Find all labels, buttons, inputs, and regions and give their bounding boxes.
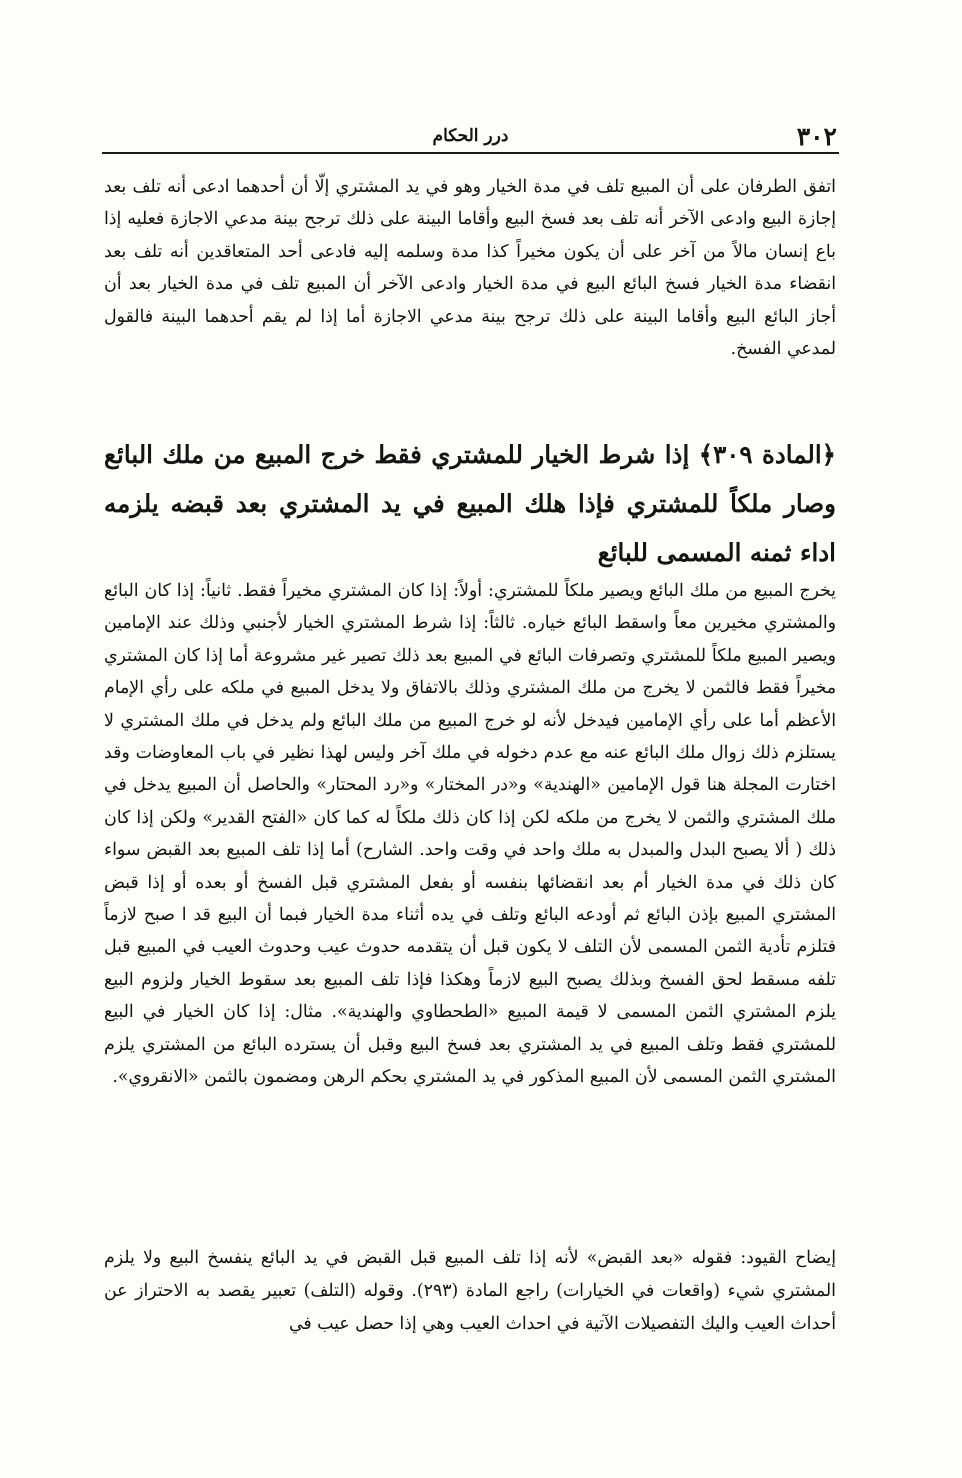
paragraph-commentary: يخرج المبيع من ملك البائع ويصير ملكاً للمشتري: أولاً: إذا كان المشتري مخيراً فقط. ثانياً: إذا كان البائع والمشتري مخيرين معاً واسقط البائع خياره. ثالثاً: إذا شرط المشتري الخيار لأجنبي وذلك عند الإمامين ويصير المبيع ملكاً للمشتري وتصرفات البائع في المبيع بعد ذلك تصير غير مشروعة أما إذا كان المشتري مخيراً فقط فالثمن لا يخرج من ملك المشتري وذلك بالاتفاق ولا يدخل المبيع في ملكه على رأي الإمام الأعظم أما على رأي الإمامين فيدخل لأنه لو خرج المبيع من ملك البائع ولم يدخل في ملك المشتري لا يستلزم ذلك زوال ملك البائع عنه مع عدم دخوله في ملك آخر وليس لهذا نظير في باب المعاوضات وقد اختارت المجلة هنا قول الإمامين «الهندية» و«در المختار» و«رد المحتار» والحاصل أن المبيع يدخل في ملك المشتري والثمن لا يخرج من ملكه لكن إذا كان ذلك ملكاً له كما كان «الفتح القدير» ولكن إذا كان ذلك ( ألا يصبح البدل والمبدل به ملك واحد في وقت واحد. الشارح) أما إذا تلف المبيع بعد القبض سواء كان ذلك في مدة الخيار أم بعد انقضائها بنفسه أو بفعل المشتري قبل الفسخ أو بعده أو إذا قبض المشتري المبيع بإذن البائع ثم أودعه البائع وتلف في يده أثناء مدة الخيار فبما أن البيع قد ا صبح لازماً فتلزم تأدية الثمن المسمى لأن التلف لا يكون قبل أن يتقدمه حدوث عيب وحدوث العيب في المبيع قبل تلفه مسقط لحق الفسخ وبذلك يصبح البيع لازماً وهكذا فإذا تلف المبيع بعد سقوط الخيار ولزوم البيع يلزم المشتري الثمن المسمى لا قيمة المبيع «الطحطاوي والهندية». مثال: إذا كان الخيار في البيع للمشتري فقط وتلف المبيع في يد المشتري بعد فسخ البيع وقبل أن يسترده البائع من المشتري يلزم المشتري الثمن المسمى لأن المبيع المذكور في يد المشتري بحكم الرهن ومضمون بالثمن «الانقروي». [104, 581, 836, 1088]
header-rule [102, 152, 839, 154]
paragraph-clarification: إيضاح القيود: فقوله «بعد القبض» لأنه إذا تلف المبيع قبل القبض في يد البائع ينفسخ البيع ولا يلزم المشتري شيء (واقعات في الخيارات) راجع المادة (٢٩٣). وقوله (التلف) تعبير يقصد به الاحتراز عن أحداث العيب واليك التفصيلات الآتية في احداث العيب وهي إذا حصل عيب في [104, 1248, 836, 1334]
page-number: ٣٠٢ [796, 122, 837, 151]
article-label: ﴿المادة ٣٠٩﴾ [698, 440, 836, 469]
article-309 [104, 430, 836, 577]
article-text: إذا شرط الخيار للمشتري فقط خرج المبيع من ملك البائع وصار ملكاً للمشتري فإذا هلك المبيع في يد المشتري بعد قبضه يلزمه اداء ثمنه المسمى للبائع [104, 440, 836, 567]
page-header [104, 120, 837, 156]
running-title: درر الحكام [432, 126, 509, 146]
paragraph-intro: اتفق الطرفان على أن المبيع تلف في مدة الخيار وهو في يد المشتري إلّا أن أحدهما ادعى أنه تلف بعد إجازة البيع وادعى الآخر أنه تلف بعد فسخ البيع وأقاما البينة على ذلك ترجح بينة مدعي الاجازة فعليه إذا باع إنسان مالاً من آخر على أن يكون مخيراً كذا مدة وسلمه إليه فادعى أحد المتعاقدين أنه تلف بعد انقضاء مدة الخيار فسخ البائع البيع في مدة الخيار وادعى الآخر أن المبيع تلف في مدة الخيار بعد أن أجاز البائع البيع وأقاما البينة على ذلك ترجح بينة مدعي الاجازة أما إذا لم يقم أحدهما البينة فالقول لمدعي الفسخ. [104, 177, 836, 360]
